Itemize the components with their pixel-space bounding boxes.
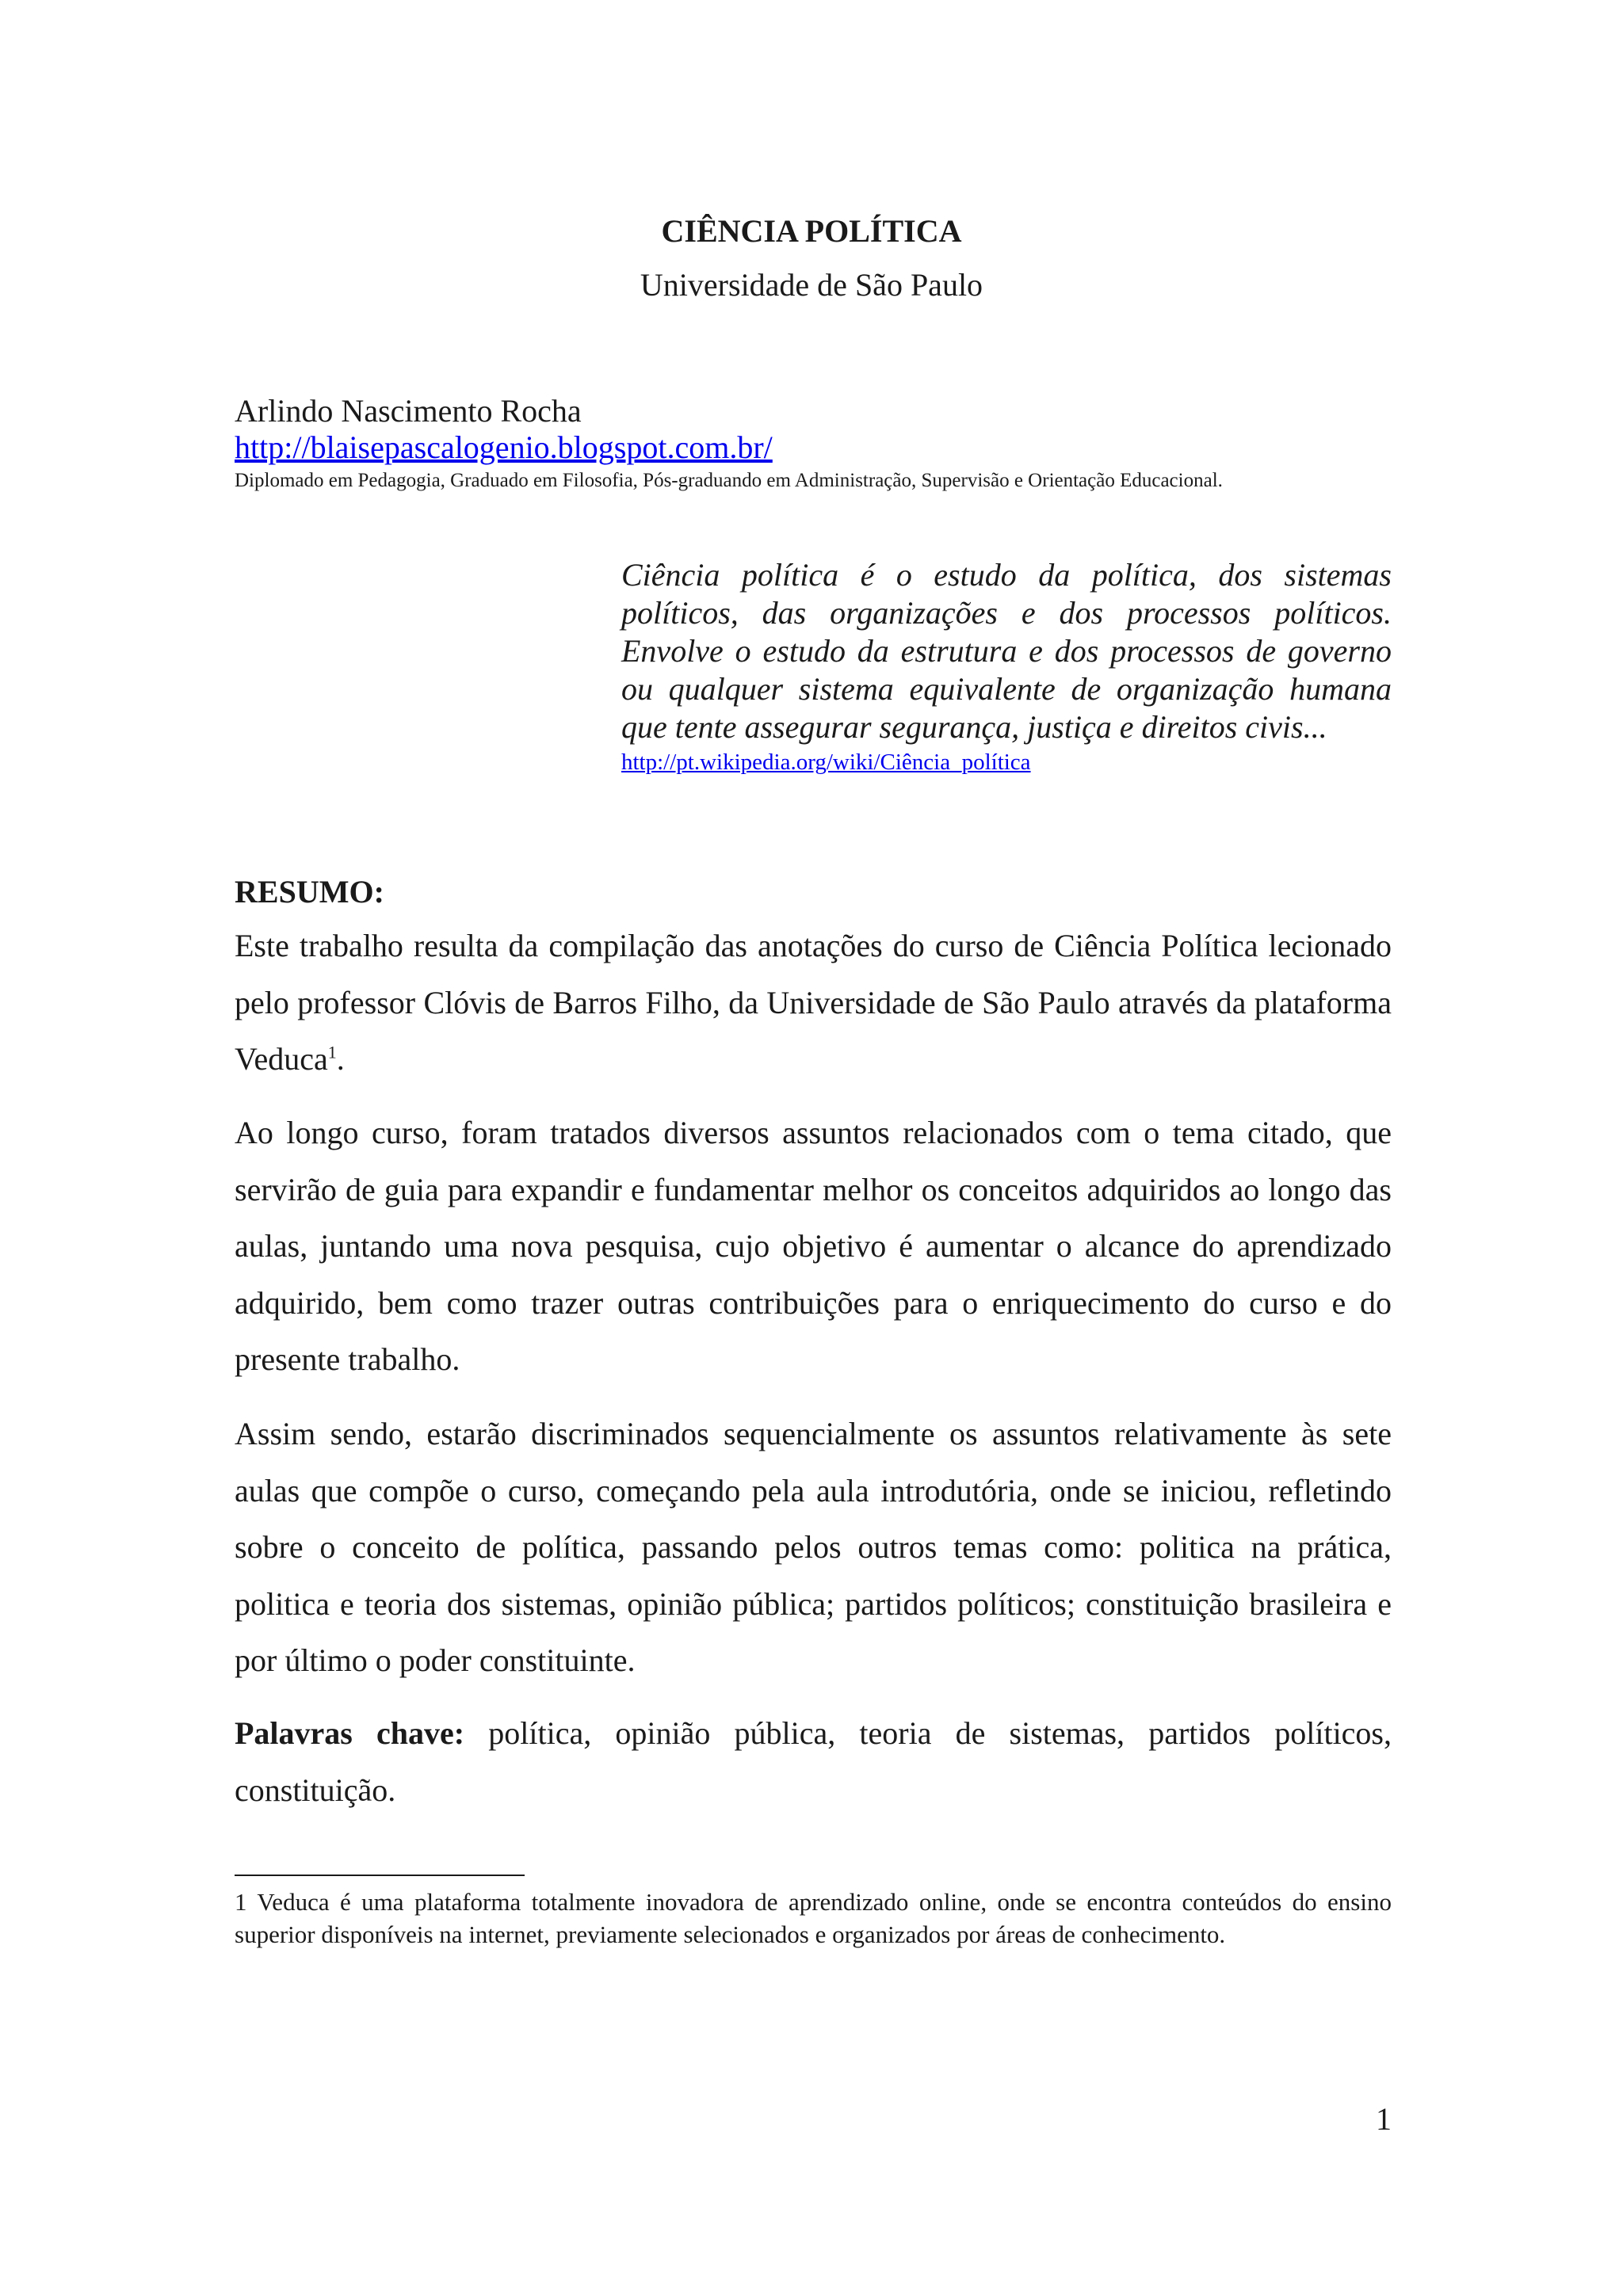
document-title: CIÊNCIA POLÍTICA xyxy=(661,213,962,249)
abstract-paragraph-3: Assim sendo, estarão discriminados sequencialmente os assuntos relativamente às sete aulas que compõe o curso, começando pela aula introdutória, onde se iniciou, refletindo sobre o conceito de política, passando pelos outros temas como: politica na prática, politica e teoria dos sistemas, opinião pública; partidos políticos; constituição brasileira e por último o poder constituinte. xyxy=(235,1416,1392,1678)
author-name: Arlindo Nascimento Rocha xyxy=(235,393,582,429)
document-subtitle: Universidade de São Paulo xyxy=(640,267,983,303)
footnote-text: 1 Veduca é uma plataforma totalmente inovadora de aprendizado online, onde se encontra conteúdos do ensino superior disponíveis na internet, previamente selecionados e organizados por áreas de conhecimento. xyxy=(235,1888,1392,1948)
footnote-separator xyxy=(235,1875,525,1876)
keywords-list: política, opinião pública, teoria de sistemas, partidos políticos, constituição. xyxy=(235,1715,1392,1808)
epigraph-quote: Ciência política é o estudo da política, dos sistemas políticos, das organizações e dos processos políticos. Envolve o estudo da estrutura e dos processos de governo ou qualquer sistema equivalente de organização humana que tente assegurar segurança, justiça e direitos civis... xyxy=(621,557,1392,745)
abstract-heading: RESUMO: xyxy=(235,874,384,910)
abstract-paragraph-1-end: . xyxy=(336,1041,345,1077)
keywords-paragraph xyxy=(235,1705,1392,1818)
author-blog-link[interactable]: http://blaisepascalogenio.blogspot.com.br/ xyxy=(235,429,773,465)
footnote-reference[interactable]: 1 xyxy=(327,1042,337,1062)
author-credentials: Diplomado em Pedagogia, Graduado em Filosofia, Pós-graduando em Administração, Supervisão e Orientação Educacional. xyxy=(235,470,1223,491)
abstract-paragraph-2: Ao longo curso, foram tratados diversos assuntos relacionados com o tema citado, que servirão de guia para expandir e fundamentar melhor os conceitos adquiridos ao longo das aulas, juntando uma nova pesquisa, cujo objetivo é aumentar o alcance do aprendizado adquirido, bem como trazer outras contribuições para o enriquecimento do curso e do presente trabalho. xyxy=(235,1115,1392,1377)
epigraph-source-link[interactable]: http://pt.wikipedia.org/wiki/Ciência_política xyxy=(621,749,1031,775)
abstract-paragraph-1-text: Este trabalho resulta da compilação das anotações do curso de Ciência Política lecionado pelo professor Clóvis de Barros Filho, da Universidade de São Paulo através da plataforma Veduca xyxy=(235,928,1392,1077)
abstract-paragraph-1 xyxy=(235,917,1392,1088)
page-number: 1 xyxy=(1376,2101,1392,2137)
keywords-label: Palavras chave: xyxy=(235,1715,465,1751)
